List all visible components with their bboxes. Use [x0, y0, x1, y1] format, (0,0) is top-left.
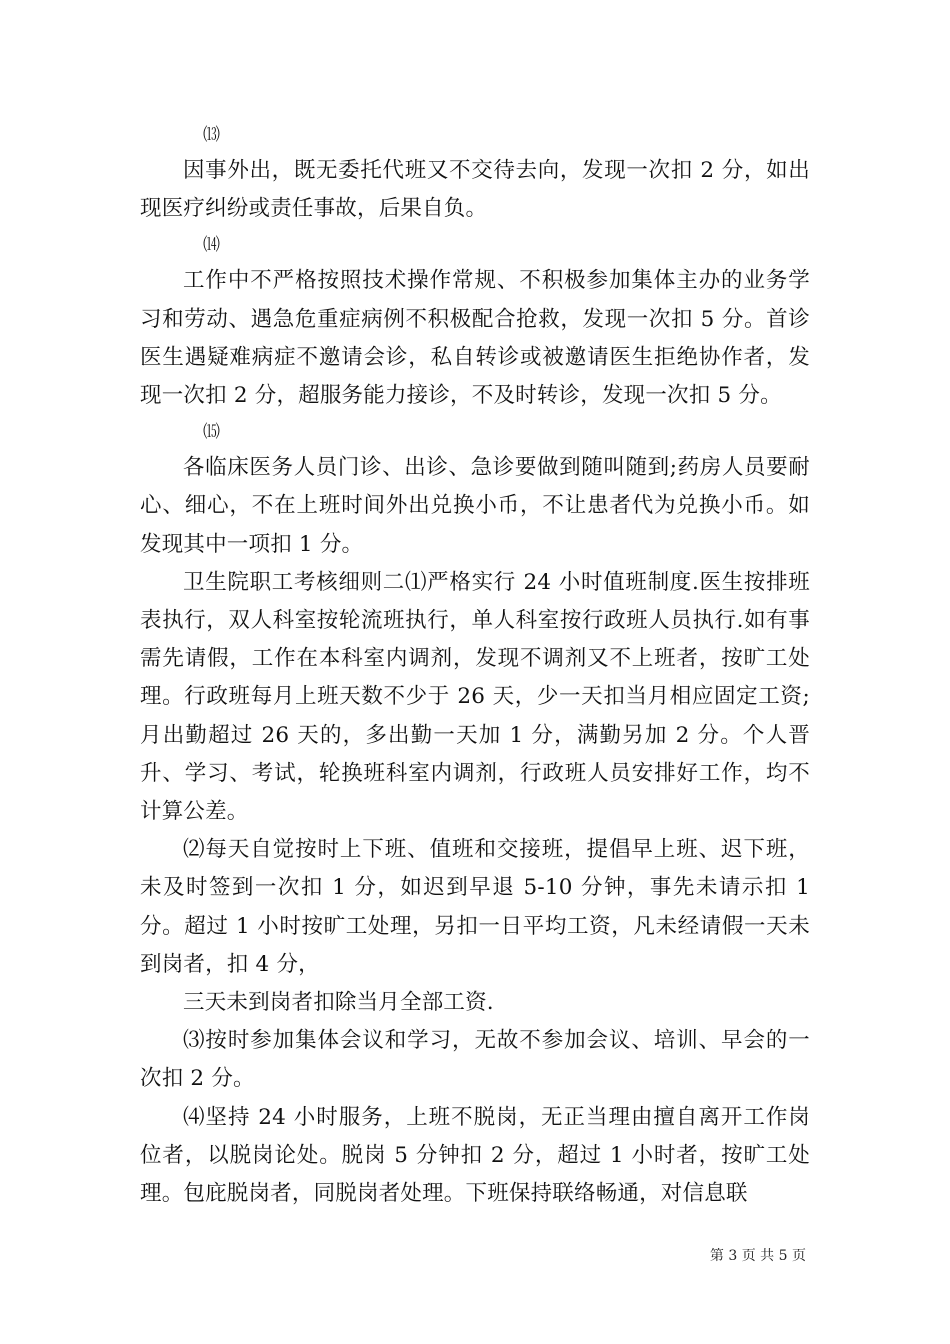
- page-number-footer: 第 3 页 共 5 页: [709, 1248, 806, 1264]
- paragraph-item-14: 工作中不严格按照技术操作常规、不积极参加集体主办的业务学习和劳动、遇急危重症病例不积极配合抢救，发现一次扣 5 分。首诊医生遇疑难病症不邀请会诊，私自转诊或被邀请医生拒绝协作者，发现一次扣 2 分，超服务能力接诊，不及时转诊，发现一次扣 5 分。: [140, 268, 810, 409]
- paragraph-rules-two-item-2: ⑵每天自觉按时上下班、值班和交接班，提倡早上班、迟下班，未及时签到一次扣 1 分，如迟到早退 5-10 分钟，事先未请示扣 1 分。超过 1 小时按旷工处理，另扣一日平均工资，凡未经请假一天未到岗者，扣 4 分，: [140, 837, 810, 977]
- item-marker-15: ⒂: [203, 422, 219, 443]
- paragraph-item-15: 各临床医务人员门诊、出诊、急诊要做到随叫随到;药房人员要耐心、细心，不在上班时间外出兑换小币，不让患者代为兑换小币。如发现其中一项扣 1 分。: [140, 455, 810, 557]
- paragraph-rules-two-item-3: ⑶按时参加集体会议和学习，无故不参加会议、培训、早会的一次扣 2 分。: [140, 1028, 810, 1092]
- paragraph-rules-two-item-1: 卫生院职工考核细则二⑴严格实行 24 小时值班制度.医生按排班表执行，双人科室按轮流班执行，单人科室按行政班人员执行.如有事需先请假，工作在本科室内调剂，发现不调剂又不上班者，按旷工处理。行政班每月上班天数不少于 26 天，少一天扣当月相应固定工资;月出勤超过 26 天的，多出勤一天加 1 分，满勤另加 2 分。个人晋升、学习、考试，轮换班科室内调剂，行政班人员安排好工作，均不计算公差。: [140, 569, 810, 825]
- document-body: [140, 118, 810, 1213]
- paragraph-rules-two-item-4: ⑷坚持 24 小时服务，上班不脱岗，无正当理由擅自离开工作岗位者，以脱岗论处。脱岗 5 分钟扣 2 分，超过 1 小时者，按旷工处理。包庇脱岗者，同脱岗者处理。下班保持联络畅通，对信息联: [140, 1104, 810, 1207]
- item-marker-14: ⒁: [203, 235, 219, 256]
- paragraph-item-13: 因事外出，既无委托代班又不交待去向，发现一次扣 2 分，如出现医疗纠纷或责任事故，后果自负。: [140, 158, 810, 222]
- item-marker-13: ⒀: [203, 125, 219, 145]
- paragraph-rules-two-item-2-cont: 三天未到岗者扣除当月全部工资.: [183, 990, 494, 1016]
